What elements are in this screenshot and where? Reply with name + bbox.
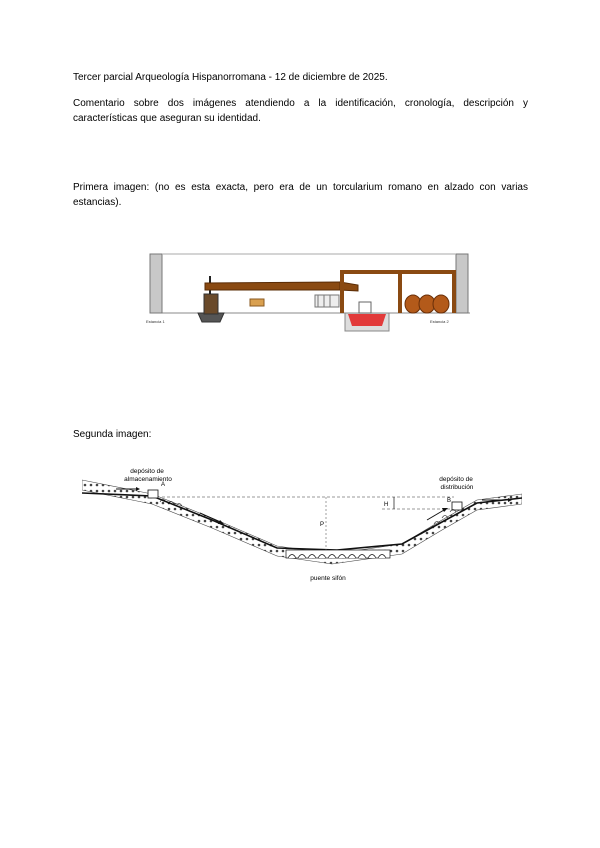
distribution-tank	[452, 502, 462, 510]
label-room-1: Estancia 1	[146, 319, 165, 324]
label-room-2: Estancia 2	[430, 319, 449, 324]
siphon-bridge-label: puente sifón	[310, 575, 346, 582]
height-h-label: H	[384, 502, 389, 508]
room-post-right	[452, 270, 456, 313]
point-a-label: A	[161, 482, 166, 488]
distribution-tank-label-line1: depósito de	[439, 476, 473, 483]
intro-paragraph: Comentario sobre dos imágenes atendiendo a la identificación, cronología, descripción y características que aseguran su identidad.	[73, 98, 528, 124]
svg-text:depósito de almacenamiento	[124, 468, 172, 483]
storage-tank	[148, 490, 158, 498]
press-beam	[205, 282, 340, 290]
siphon-diagram	[82, 458, 522, 588]
stone-block	[250, 299, 264, 306]
basin-spout	[359, 302, 371, 313]
basin-liquid	[348, 314, 386, 326]
distribution-tank-label-line2: distribución	[440, 484, 474, 491]
wall-left	[150, 254, 162, 313]
page-title: Tercer parcial Arqueología Hispanorromana - 12 de diciembre de 2025.	[73, 72, 388, 83]
dolium-3	[433, 295, 449, 313]
press-bed	[315, 295, 339, 307]
room-post-left	[340, 270, 344, 313]
storage-tank-label-line2: almacenamiento	[124, 476, 172, 483]
svg-text:depósito de distribución	[439, 476, 474, 491]
point-b-label: B	[447, 498, 452, 504]
siphon-bridge-arches	[286, 550, 390, 558]
torcularium-diagram	[140, 250, 472, 334]
height-p-label: P	[320, 522, 325, 528]
room-post-middle	[398, 274, 402, 313]
wall-right	[456, 254, 468, 313]
flow-arrow-3	[427, 510, 444, 520]
first-image-caption: Primera imagen: (no es esta exacta, pero era de un torcularium romano en alzado con varias estancias).	[73, 182, 528, 208]
press-counterweight	[204, 294, 218, 314]
second-image-caption: Segunda imagen:	[73, 429, 152, 440]
room-beam	[340, 270, 456, 274]
storage-tank-label-line1: depósito de	[130, 468, 164, 475]
